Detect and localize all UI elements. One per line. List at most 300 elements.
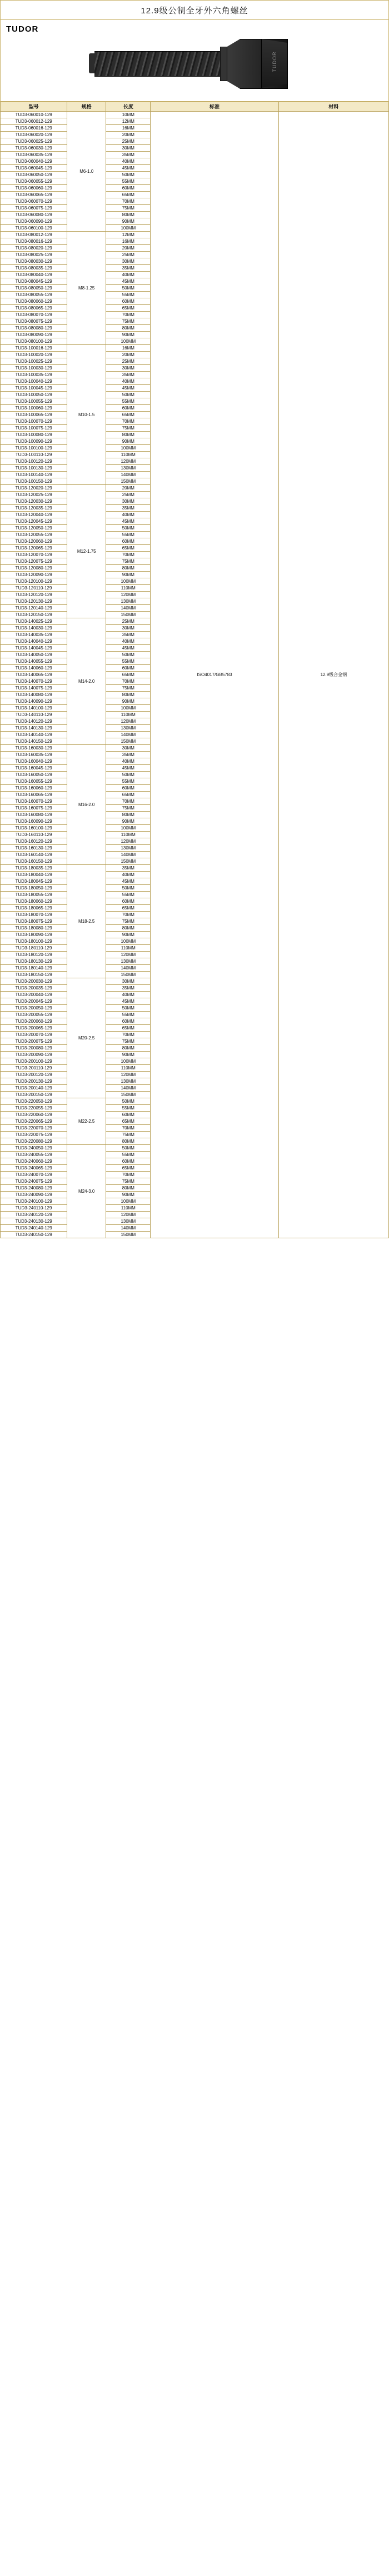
cell-length: 55MM xyxy=(106,658,151,665)
cell-model: TUD3-120120-129 xyxy=(1,592,67,598)
cell-length: 40MM xyxy=(106,638,151,645)
cell-model: TUD3-060045-129 xyxy=(1,165,67,172)
cell-model: TUD3-160065-129 xyxy=(1,792,67,798)
cell-length: 30MM xyxy=(106,365,151,372)
cell-length: 100MM xyxy=(106,225,151,232)
cell-model: TUD3-160040-129 xyxy=(1,758,67,765)
cell-size: M8-1.25 xyxy=(67,232,106,345)
cell-length: 35MM xyxy=(106,152,151,158)
cell-length: 40MM xyxy=(106,992,151,998)
cell-length: 12MM xyxy=(106,118,151,125)
cell-length: 65MM xyxy=(106,412,151,418)
cell-length: 16MM xyxy=(106,238,151,245)
cell-length: 40MM xyxy=(106,272,151,278)
cell-length: 120MM xyxy=(106,592,151,598)
cell-model: TUD3-080075-129 xyxy=(1,318,67,325)
cell-length: 60MM xyxy=(106,1018,151,1025)
cell-model: TUD3-100025-129 xyxy=(1,358,67,365)
cell-model: TUD3-160120-129 xyxy=(1,838,67,845)
cell-model: TUD3-180040-129 xyxy=(1,872,67,878)
cell-model: TUD3-220065-129 xyxy=(1,1118,67,1125)
cell-length: 130MM xyxy=(106,845,151,852)
cell-model: TUD3-240055-129 xyxy=(1,1152,67,1158)
cell-length: 12MM xyxy=(106,232,151,238)
cell-length: 80MM xyxy=(106,1185,151,1192)
cell-length: 30MM xyxy=(106,145,151,152)
cell-model: TUD3-060080-129 xyxy=(1,212,67,218)
cell-model: TUD3-120150-129 xyxy=(1,612,67,618)
cell-length: 140MM xyxy=(106,1225,151,1232)
cell-model: TUD3-200040-129 xyxy=(1,992,67,998)
cell-length: 30MM xyxy=(106,745,151,752)
page-title-bar xyxy=(0,0,389,20)
cell-length: 20MM xyxy=(106,245,151,252)
cell-length: 25MM xyxy=(106,618,151,625)
cell-model: TUD3-180055-129 xyxy=(1,892,67,898)
cell-length: 40MM xyxy=(106,378,151,385)
cell-length: 20MM xyxy=(106,485,151,492)
cell-model: TUD3-080025-129 xyxy=(1,252,67,258)
cell-length: 100MM xyxy=(106,825,151,832)
cell-model: TUD3-140110-129 xyxy=(1,712,67,718)
cell-length: 70MM xyxy=(106,552,151,558)
cell-length: 75MM xyxy=(106,1038,151,1045)
cell-length: 45MM xyxy=(106,765,151,772)
cell-length: 35MM xyxy=(106,632,151,638)
cell-model: TUD3-160055-129 xyxy=(1,778,67,785)
cell-length: 110MM xyxy=(106,585,151,592)
cell-length: 50MM xyxy=(106,652,151,658)
cell-model: TUD3-100055-129 xyxy=(1,398,67,405)
cell-model: TUD3-180070-129 xyxy=(1,912,67,918)
cell-model: TUD3-160030-129 xyxy=(1,745,67,752)
brand-logo: TUDOR xyxy=(6,24,39,34)
cell-model: TUD3-160060-129 xyxy=(1,785,67,792)
cell-model: TUD3-140060-129 xyxy=(1,665,67,672)
cell-model: TUD3-140080-129 xyxy=(1,692,67,698)
cell-length: 120MM xyxy=(106,458,151,465)
cell-length: 65MM xyxy=(106,792,151,798)
cell-model: TUD3-100045-129 xyxy=(1,385,67,392)
cell-length: 65MM xyxy=(106,192,151,198)
cell-model: TUD3-240075-129 xyxy=(1,1178,67,1185)
cell-length: 25MM xyxy=(106,138,151,145)
cell-model: TUD3-080040-129 xyxy=(1,272,67,278)
cell-length: 150MM xyxy=(106,478,151,485)
cell-length: 100MM xyxy=(106,705,151,712)
cell-model: TUD3-200100-129 xyxy=(1,1058,67,1065)
cell-model: TUD3-120030-129 xyxy=(1,498,67,505)
cell-model: TUD3-120140-129 xyxy=(1,605,67,612)
cell-model: TUD3-060025-129 xyxy=(1,138,67,145)
cell-model: TUD3-100060-129 xyxy=(1,405,67,412)
cell-model: TUD3-060070-129 xyxy=(1,198,67,205)
cell-model: TUD3-240050-129 xyxy=(1,1145,67,1152)
cell-model: TUD3-060010-129 xyxy=(1,112,67,118)
cell-model: TUD3-100140-129 xyxy=(1,472,67,478)
cell-model: TUD3-060100-129 xyxy=(1,225,67,232)
cell-length: 150MM xyxy=(106,858,151,865)
cell-length: 60MM xyxy=(106,1112,151,1118)
cell-model: TUD3-080090-129 xyxy=(1,332,67,338)
cell-model: TUD3-240065-129 xyxy=(1,1165,67,1172)
cell-length: 80MM xyxy=(106,325,151,332)
cell-model: TUD3-140065-129 xyxy=(1,672,67,678)
cell-length: 130MM xyxy=(106,958,151,965)
cell-length: 45MM xyxy=(106,278,151,285)
cell-length: 50MM xyxy=(106,1098,151,1105)
cell-length: 80MM xyxy=(106,565,151,572)
cell-model: TUD3-080080-129 xyxy=(1,325,67,332)
cell-model: TUD3-060060-129 xyxy=(1,185,67,192)
cell-size: M20-2.5 xyxy=(67,978,106,1098)
cell-length: 50MM xyxy=(106,885,151,892)
cell-model: TUD3-220050-129 xyxy=(1,1098,67,1105)
cell-length: 75MM xyxy=(106,1178,151,1185)
cell-length: 50MM xyxy=(106,172,151,178)
cell-model: TUD3-100035-129 xyxy=(1,372,67,378)
cell-length: 120MM xyxy=(106,1072,151,1078)
cell-length: 100MM xyxy=(106,578,151,585)
cell-model: TUD3-160130-129 xyxy=(1,845,67,852)
cell-length: 75MM xyxy=(106,805,151,812)
cell-length: 110MM xyxy=(106,712,151,718)
cell-model: TUD3-060055-129 xyxy=(1,178,67,185)
cell-model: TUD3-140025-129 xyxy=(1,618,67,625)
cell-length: 50MM xyxy=(106,1145,151,1152)
cell-length: 40MM xyxy=(106,872,151,878)
cell-length: 90MM xyxy=(106,572,151,578)
cell-length: 55MM xyxy=(106,1105,151,1112)
cell-length: 90MM xyxy=(106,698,151,705)
cell-size: M10-1.5 xyxy=(67,345,106,485)
cell-length: 60MM xyxy=(106,898,151,905)
cell-length: 45MM xyxy=(106,385,151,392)
cell-model: TUD3-120110-129 xyxy=(1,585,67,592)
cell-model: TUD3-240060-129 xyxy=(1,1158,67,1165)
hex-bolt-illustration xyxy=(94,37,295,90)
cell-length: 110MM xyxy=(106,1205,151,1212)
cell-length: 80MM xyxy=(106,1138,151,1145)
cell-model: TUD3-200055-129 xyxy=(1,1012,67,1018)
cell-length: 25MM xyxy=(106,358,151,365)
cell-length: 20MM xyxy=(106,352,151,358)
product-image-panel xyxy=(0,20,389,102)
cell-length: 55MM xyxy=(106,532,151,538)
cell-material: 12.9级合金钢 xyxy=(278,112,388,1238)
cell-model: TUD3-140075-129 xyxy=(1,685,67,692)
cell-model: TUD3-160110-129 xyxy=(1,832,67,838)
cell-model: TUD3-140120-129 xyxy=(1,718,67,725)
cell-length: 35MM xyxy=(106,265,151,272)
cell-model: TUD3-080050-129 xyxy=(1,285,67,292)
cell-length: 75MM xyxy=(106,558,151,565)
cell-length: 45MM xyxy=(106,518,151,525)
cell-length: 55MM xyxy=(106,178,151,185)
cell-length: 140MM xyxy=(106,1085,151,1092)
cell-length: 60MM xyxy=(106,405,151,412)
col-header-model: 型号 xyxy=(1,102,67,112)
cell-model: TUD3-060050-129 xyxy=(1,172,67,178)
cell-length: 100MM xyxy=(106,445,151,452)
cell-length: 35MM xyxy=(106,505,151,512)
cell-length: 55MM xyxy=(106,398,151,405)
cell-model: TUD3-120045-129 xyxy=(1,518,67,525)
cell-length: 35MM xyxy=(106,372,151,378)
cell-length: 90MM xyxy=(106,332,151,338)
cell-model: TUD3-160150-129 xyxy=(1,858,67,865)
cell-length: 70MM xyxy=(106,678,151,685)
cell-model: TUD3-120090-129 xyxy=(1,572,67,578)
cell-length: 60MM xyxy=(106,785,151,792)
cell-model: TUD3-240100-129 xyxy=(1,1198,67,1205)
cell-model: TUD3-080100-129 xyxy=(1,338,67,345)
cell-model: TUD3-120075-129 xyxy=(1,558,67,565)
cell-model: TUD3-180130-129 xyxy=(1,958,67,965)
cell-model: TUD3-180110-129 xyxy=(1,945,67,952)
cell-length: 35MM xyxy=(106,865,151,872)
cell-model: TUD3-120100-129 xyxy=(1,578,67,585)
cell-model: TUD3-220055-129 xyxy=(1,1105,67,1112)
cell-model: TUD3-060020-129 xyxy=(1,132,67,138)
cell-model: TUD3-140040-129 xyxy=(1,638,67,645)
cell-length: 60MM xyxy=(106,298,151,305)
cell-length: 90MM xyxy=(106,218,151,225)
cell-model: TUD3-100130-129 xyxy=(1,465,67,472)
cell-length: 30MM xyxy=(106,978,151,985)
cell-model: TUD3-220070-129 xyxy=(1,1125,67,1132)
head-marking: TUDOR xyxy=(272,51,277,72)
cell-length: 150MM xyxy=(106,972,151,978)
col-header-standard: 标准 xyxy=(151,102,278,112)
cell-length: 90MM xyxy=(106,818,151,825)
cell-model: TUD3-100100-129 xyxy=(1,445,67,452)
cell-length: 110MM xyxy=(106,1065,151,1072)
cell-length: 140MM xyxy=(106,965,151,972)
cell-model: TUD3-200080-129 xyxy=(1,1045,67,1052)
cell-model: TUD3-240080-129 xyxy=(1,1185,67,1192)
cell-length: 70MM xyxy=(106,1032,151,1038)
cell-model: TUD3-160090-129 xyxy=(1,818,67,825)
cell-model: TUD3-200070-129 xyxy=(1,1032,67,1038)
cell-length: 45MM xyxy=(106,998,151,1005)
table-row xyxy=(1,112,389,118)
cell-length: 70MM xyxy=(106,1172,151,1178)
cell-length: 75MM xyxy=(106,1132,151,1138)
cell-model: TUD3-180150-129 xyxy=(1,972,67,978)
cell-model: TUD3-240070-129 xyxy=(1,1172,67,1178)
cell-length: 70MM xyxy=(106,798,151,805)
cell-model: TUD3-080020-129 xyxy=(1,245,67,252)
cell-model: TUD3-060030-129 xyxy=(1,145,67,152)
cell-size: M16-2.0 xyxy=(67,745,106,865)
cell-model: TUD3-160050-129 xyxy=(1,772,67,778)
cell-model: TUD3-200090-129 xyxy=(1,1052,67,1058)
cell-length: 10MM xyxy=(106,112,151,118)
cell-model: TUD3-100120-129 xyxy=(1,458,67,465)
cell-model: TUD3-120050-129 xyxy=(1,525,67,532)
cell-length: 130MM xyxy=(106,465,151,472)
cell-length: 80MM xyxy=(106,432,151,438)
cell-model: TUD3-240110-129 xyxy=(1,1205,67,1212)
cell-model: TUD3-080055-129 xyxy=(1,292,67,298)
cell-model: TUD3-180050-129 xyxy=(1,885,67,892)
cell-model: TUD3-180080-129 xyxy=(1,925,67,932)
cell-length: 130MM xyxy=(106,598,151,605)
cell-model: TUD3-100030-129 xyxy=(1,365,67,372)
cell-model: TUD3-200065-129 xyxy=(1,1025,67,1032)
cell-model: TUD3-200050-129 xyxy=(1,1005,67,1012)
cell-standard: ISO4017/GB5783 xyxy=(151,112,278,1238)
cell-size: M24-3.0 xyxy=(67,1145,106,1238)
cell-model: TUD3-140050-129 xyxy=(1,652,67,658)
cell-length: 65MM xyxy=(106,545,151,552)
cell-length: 25MM xyxy=(106,252,151,258)
cell-length: 50MM xyxy=(106,1005,151,1012)
cell-model: TUD3-220080-129 xyxy=(1,1138,67,1145)
cell-length: 100MM xyxy=(106,1058,151,1065)
cell-model: TUD3-160075-129 xyxy=(1,805,67,812)
cell-length: 150MM xyxy=(106,1092,151,1098)
cell-length: 90MM xyxy=(106,438,151,445)
cell-size: M22-2.5 xyxy=(67,1098,106,1145)
cell-model: TUD3-060075-129 xyxy=(1,205,67,212)
cell-length: 20MM xyxy=(106,132,151,138)
cell-length: 50MM xyxy=(106,285,151,292)
cell-model: TUD3-160080-129 xyxy=(1,812,67,818)
cell-model: TUD3-160045-129 xyxy=(1,765,67,772)
cell-length: 60MM xyxy=(106,1158,151,1165)
cell-length: 70MM xyxy=(106,418,151,425)
cell-length: 60MM xyxy=(106,665,151,672)
cell-length: 150MM xyxy=(106,612,151,618)
cell-length: 45MM xyxy=(106,645,151,652)
cell-length: 70MM xyxy=(106,1125,151,1132)
cell-model: TUD3-240140-129 xyxy=(1,1225,67,1232)
cell-length: 80MM xyxy=(106,212,151,218)
cell-model: TUD3-160140-129 xyxy=(1,852,67,858)
cell-size: M18-2.5 xyxy=(67,865,106,978)
cell-length: 80MM xyxy=(106,812,151,818)
cell-length: 70MM xyxy=(106,198,151,205)
cell-length: 110MM xyxy=(106,452,151,458)
cell-model: TUD3-180090-129 xyxy=(1,932,67,938)
cell-length: 90MM xyxy=(106,932,151,938)
cell-model: TUD3-220060-129 xyxy=(1,1112,67,1118)
cell-length: 30MM xyxy=(106,625,151,632)
cell-length: 80MM xyxy=(106,925,151,932)
cell-model: TUD3-080030-129 xyxy=(1,258,67,265)
cell-model: TUD3-120025-129 xyxy=(1,492,67,498)
cell-model: TUD3-180035-129 xyxy=(1,865,67,872)
cell-length: 75MM xyxy=(106,918,151,925)
cell-length: 40MM xyxy=(106,758,151,765)
cell-length: 65MM xyxy=(106,305,151,312)
cell-length: 110MM xyxy=(106,832,151,838)
cell-model: TUD3-180075-129 xyxy=(1,918,67,925)
cell-size: M14-2.0 xyxy=(67,618,106,745)
cell-length: 75MM xyxy=(106,318,151,325)
cell-model: TUD3-160035-129 xyxy=(1,752,67,758)
cell-model: TUD3-220075-129 xyxy=(1,1132,67,1138)
cell-model: TUD3-180065-129 xyxy=(1,905,67,912)
cell-model: TUD3-180120-129 xyxy=(1,952,67,958)
cell-model: TUD3-140100-129 xyxy=(1,705,67,712)
cell-length: 140MM xyxy=(106,605,151,612)
cell-size: M6-1.0 xyxy=(67,112,106,232)
cell-length: 65MM xyxy=(106,1118,151,1125)
cell-model: TUD3-180140-129 xyxy=(1,965,67,972)
cell-model: TUD3-120070-129 xyxy=(1,552,67,558)
cell-length: 45MM xyxy=(106,878,151,885)
cell-length: 130MM xyxy=(106,1078,151,1085)
cell-model: TUD3-200110-129 xyxy=(1,1065,67,1072)
cell-length: 110MM xyxy=(106,945,151,952)
cell-length: 140MM xyxy=(106,732,151,738)
cell-model: TUD3-120065-129 xyxy=(1,545,67,552)
cell-model: TUD3-180100-129 xyxy=(1,938,67,945)
cell-length: 16MM xyxy=(106,125,151,132)
cell-model: TUD3-120130-129 xyxy=(1,598,67,605)
cell-length: 16MM xyxy=(106,345,151,352)
cell-model: TUD3-080070-129 xyxy=(1,312,67,318)
cell-length: 60MM xyxy=(106,538,151,545)
cell-model: TUD3-140150-129 xyxy=(1,738,67,745)
cell-model: TUD3-120040-129 xyxy=(1,512,67,518)
cell-length: 120MM xyxy=(106,718,151,725)
cell-length: 65MM xyxy=(106,1165,151,1172)
cell-length: 45MM xyxy=(106,165,151,172)
cell-length: 55MM xyxy=(106,1012,151,1018)
cell-model: TUD3-100016-129 xyxy=(1,345,67,352)
cell-model: TUD3-180045-129 xyxy=(1,878,67,885)
cell-model: TUD3-240130-129 xyxy=(1,1218,67,1225)
cell-length: 35MM xyxy=(106,752,151,758)
cell-length: 55MM xyxy=(106,778,151,785)
cell-length: 50MM xyxy=(106,392,151,398)
cell-model: TUD3-240150-129 xyxy=(1,1232,67,1238)
cell-length: 100MM xyxy=(106,938,151,945)
cell-model: TUD3-140090-129 xyxy=(1,698,67,705)
catalog-page xyxy=(0,0,389,1238)
cell-length: 60MM xyxy=(106,185,151,192)
cell-length: 50MM xyxy=(106,772,151,778)
cell-length: 40MM xyxy=(106,512,151,518)
cell-model: TUD3-200140-129 xyxy=(1,1085,67,1092)
cell-length: 65MM xyxy=(106,672,151,678)
cell-model: TUD3-200075-129 xyxy=(1,1038,67,1045)
cell-model: TUD3-080035-129 xyxy=(1,265,67,272)
cell-length: 90MM xyxy=(106,1192,151,1198)
cell-model: TUD3-080060-129 xyxy=(1,298,67,305)
cell-model: TUD3-200150-129 xyxy=(1,1092,67,1098)
cell-model: TUD3-080045-129 xyxy=(1,278,67,285)
cell-length: 30MM xyxy=(106,258,151,265)
cell-model: TUD3-120080-129 xyxy=(1,565,67,572)
cell-length: 75MM xyxy=(106,685,151,692)
cell-length: 130MM xyxy=(106,1218,151,1225)
cell-model: TUD3-100150-129 xyxy=(1,478,67,485)
table-header-row xyxy=(1,102,389,112)
cell-length: 30MM xyxy=(106,498,151,505)
cell-length: 75MM xyxy=(106,425,151,432)
cell-length: 130MM xyxy=(106,725,151,732)
cell-model: TUD3-100065-129 xyxy=(1,412,67,418)
cell-model: TUD3-060016-129 xyxy=(1,125,67,132)
cell-model: TUD3-060090-129 xyxy=(1,218,67,225)
col-header-length: 长度 xyxy=(106,102,151,112)
cell-length: 50MM xyxy=(106,525,151,532)
